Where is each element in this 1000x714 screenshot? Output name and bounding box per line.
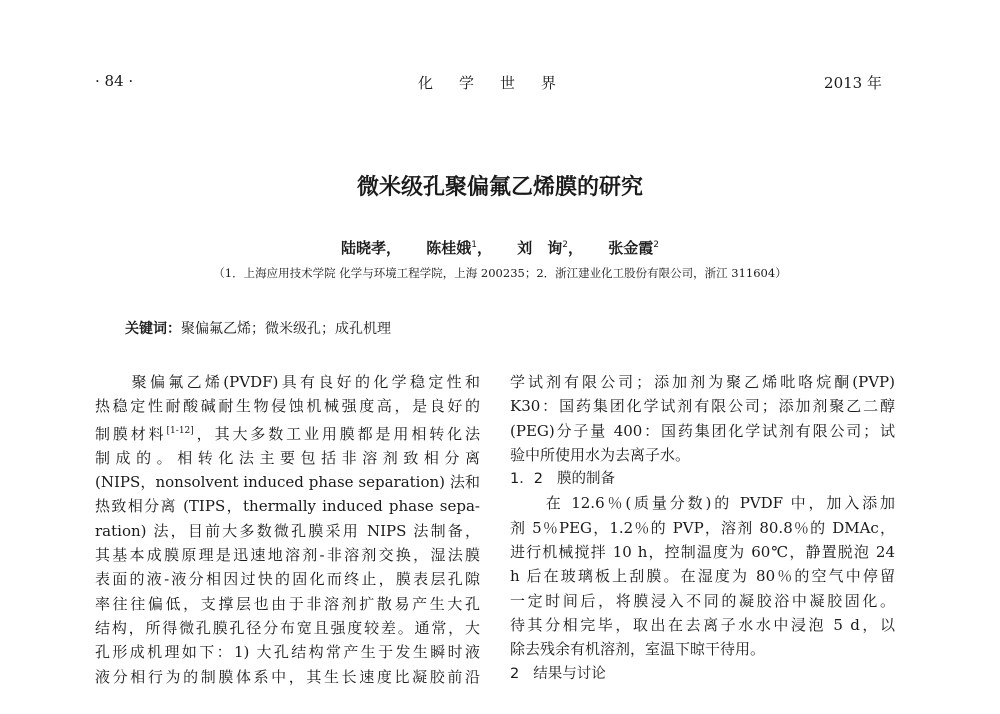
text-line: 剂 5％PEG，1.2％的 PVP，溶剂 80.8％的 DMAc，: [510, 518, 895, 537]
text-line: (PEG)分子量 400：国药集团化学试剂有限公司；试: [510, 421, 895, 440]
body-column-right: [510, 370, 895, 686]
affiliations: （1．上海应用技术学院 化学与环境工程学院，上海 200235；2．浙江建业化工股份有限公司，浙江 311604）: [213, 266, 787, 280]
text-line: 在 12.6％(质量分数)的 PVDF 中，加入添加: [510, 494, 895, 513]
text-line: 验中所使用水为去离子水。: [510, 445, 691, 464]
keywords-label: 关键词：: [125, 321, 181, 337]
text-line: 率往往偏低，支撑层也由于非溶剂扩散易产生大孔: [95, 594, 480, 613]
page-number: · 84 ·: [95, 72, 134, 90]
text-line: 其基本成膜原理是迅速地溶剂-非溶剂交换，湿法膜: [95, 546, 480, 565]
text-line: 一定时间后，将膜浸入不同的凝胶浴中凝胶固化。: [510, 591, 895, 610]
text-line: ration) 法，目前大多数微孔膜采用 NIPS 法制备，: [95, 521, 480, 540]
text-line: 聚偏氟乙烯(PVDF)具有良好的化学稳定性和: [95, 373, 480, 391]
section-heading: 1．2 膜的制备: [510, 471, 615, 488]
text-line: 进行机械搅拌 10 h，控制温度为 60℃，静置脱泡 24: [510, 543, 895, 562]
author: 陈桂娥$^1$，: [426, 239, 493, 257]
publication-year: 2013 年: [824, 74, 882, 92]
author: 陆晓孝，: [341, 239, 402, 257]
text-line: 液分相行为的制膜体系中，其生长速度比凝胶前沿: [95, 667, 480, 686]
body-column-left: [95, 370, 480, 689]
text-line: h 后在玻璃板上刮膜。在湿度为 80％的空气中停留: [510, 567, 895, 586]
text-line: 制成的。相转化法主要包括非溶剂致相分离: [95, 448, 480, 467]
text-line: 学试剂有限公司；添加剂为聚乙烯吡咯烷酮(PVP): [510, 373, 895, 391]
text-line: 除去残余有机溶剂，室温下晾干待用。: [510, 640, 766, 659]
text-line: K30：国药集团化学试剂有限公司；添加剂聚乙二醇: [510, 397, 895, 416]
text-line: 孔形成机理如下：1) 大孔结构常产生于发生瞬时液: [95, 643, 480, 662]
text-line: 制膜材料[1-12]，其大多数工业用膜都是用相转化法: [95, 424, 480, 443]
author-list: [0, 237, 1000, 258]
keywords: [125, 318, 391, 338]
keywords-text: 聚偏氟乙烯；微米级孔；成孔机理: [181, 321, 391, 337]
text-line: 结构，所得微孔膜孔径分布宽且强度较差。通常，大: [95, 618, 480, 637]
text-line: 表面的液-液分相因过快的固化而终止，膜表层孔隙: [95, 570, 480, 589]
section-heading: 2 结果与讨论: [510, 665, 606, 682]
article-title: 微米级孔聚偏氟乙烯膜的研究: [356, 175, 643, 200]
citation-ref: [1-12]: [166, 425, 194, 436]
author: 张金霞$^2$: [608, 239, 659, 257]
text-line: 待其分相完毕，取出在去离子水水中浸泡 5 d，以: [510, 615, 895, 634]
text-line: (NIPS，nonsolvent induced phase separation) 法和: [95, 473, 480, 492]
text-line: 热致相分离 (TIPS，thermally induced phase sepa-: [95, 497, 480, 516]
author: 刘 询$^2$，: [517, 239, 584, 257]
journal-name: 化学世界: [417, 74, 582, 92]
text-line: 热稳定性耐酸碱耐生物侵蚀机械强度高，是良好的: [95, 397, 480, 416]
